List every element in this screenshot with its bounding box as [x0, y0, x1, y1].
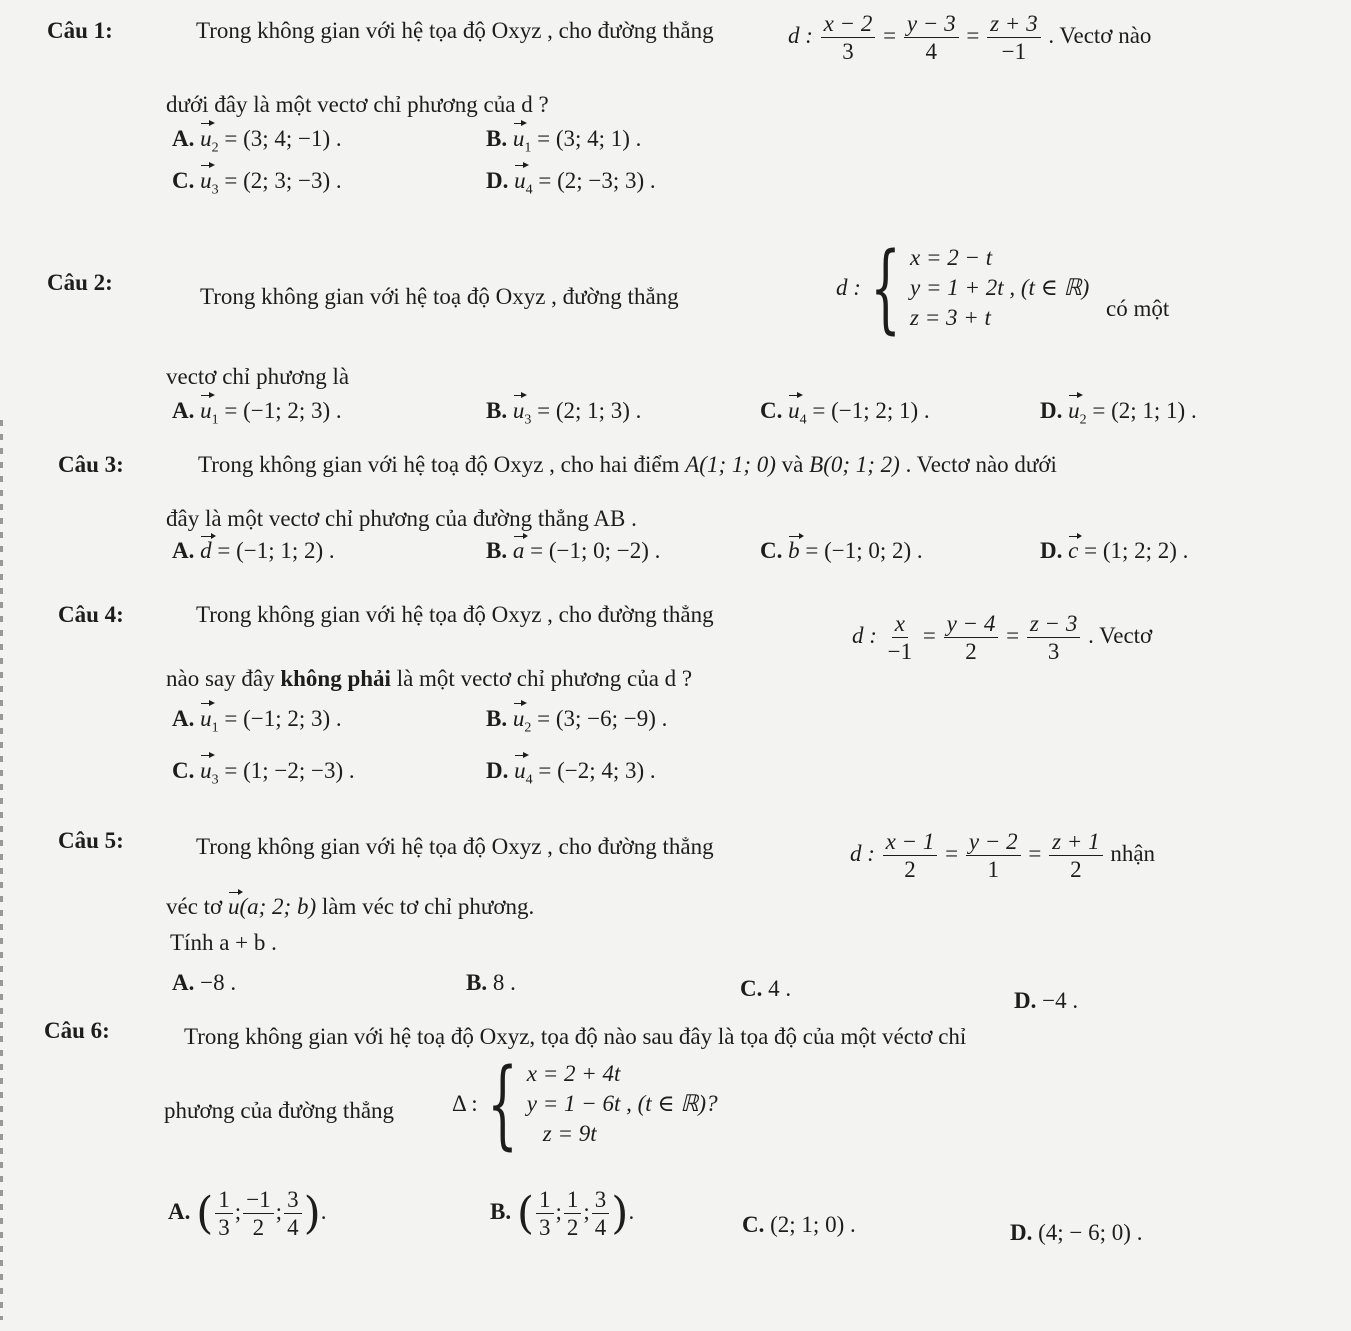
- q5-frac-x: $\frac{x - 1}{2}$: [883, 830, 938, 881]
- q4-emphasis: không phải: [280, 666, 391, 691]
- q2-row-z: z = 3 + t: [910, 304, 991, 330]
- q2-option-a[interactable]: A. $u_1 = (-1$; 2; 3) .: [172, 398, 342, 428]
- q5-tail: nhận: [1110, 840, 1156, 866]
- q5-option-c[interactable]: C. 4 .: [740, 976, 792, 1001]
- q3-and: và: [781, 452, 804, 477]
- q6-option-c[interactable]: C. (2; 1; 0) .: [742, 1212, 856, 1237]
- q6-option-d[interactable]: D. (4; − 6; 0) .: [1010, 1220, 1143, 1245]
- q3-tail: . Vectơ nào dưới: [905, 452, 1057, 477]
- q5-option-b[interactable]: B. 8 .: [466, 970, 516, 995]
- q5-option-d[interactable]: D. −4 .: [1014, 988, 1079, 1013]
- q4-option-c[interactable]: C. $u_3 = (1$; −2; −3) .: [172, 758, 355, 788]
- q4-equation: d : $\frac{x}{-1}$ = $\frac{y - 4}{2}$ = $\frac{z - 3}{3}$ . Vectơ: [852, 611, 1153, 664]
- q4-option-d[interactable]: D. $u_4 = (-2$; 4; 3) .: [486, 758, 656, 788]
- q3-line2: đây là một vectơ chỉ phương của đường thẳng AB .: [166, 506, 637, 531]
- q2-option-c[interactable]: C. $u_4 = (-1$; 2; 1) .: [760, 398, 930, 428]
- q5-vector-u: u: [227, 894, 240, 919]
- q2-tail: có một: [1106, 296, 1170, 321]
- q5-frac-y: $\frac{y - 2}{1}$: [966, 830, 1021, 881]
- q4-option-a[interactable]: A. $u_1 = (-1$; 2; 3) .: [172, 706, 342, 736]
- q1-label: Câu 1:: [47, 18, 113, 43]
- q1-frac-x: $\frac{x - 2}{3}$: [821, 12, 876, 63]
- q4-frac-y: $\frac{y - 4}{2}$: [944, 612, 999, 663]
- q1-tail: . Vectơ nào: [1048, 22, 1152, 48]
- q3-option-b[interactable]: B. a = (−1; 0; −2) .: [486, 538, 661, 563]
- q6-system: Δ : { x = 2 + 4t y = 1 − 6t , (t ∈ ℝ)? z = 9t: [452, 1048, 718, 1160]
- q1-line2: dưới đây là một vectơ chỉ phương của d ?: [166, 92, 549, 117]
- q1-lead: Trong không gian với hệ tọa độ Oxyz , cho đường thẳng: [196, 18, 714, 43]
- q2-option-b[interactable]: B. $u_3 = (2$; 1; 3) .: [486, 398, 642, 428]
- q3-lead: Trong không gian với hệ toạ độ Oxyz , cho hai điểm: [198, 452, 680, 477]
- q6-row-z: z = 9t: [542, 1120, 597, 1146]
- q5-line2: véc tơ u(a; 2; b) làm véc tơ chỉ phương.: [166, 894, 535, 919]
- q3-point-a: A(1; 1; 0): [685, 452, 776, 477]
- q1-frac-y: $\frac{y - 3}{4}$: [904, 12, 959, 63]
- q2-line2: vectơ chỉ phương là: [166, 364, 350, 389]
- q3-label: Câu 3:: [58, 452, 124, 477]
- q5-lead: Trong không gian với hệ tọa độ Oxyz , cho đường thẳng: [196, 834, 714, 859]
- q1-option-c[interactable]: C. $u_3 = (2$; 3; −3) .: [172, 168, 342, 198]
- q3-option-a[interactable]: A. d = (−1; 1; 2) .: [172, 538, 335, 563]
- q2-row-x: x = 2 − t: [910, 245, 993, 271]
- q3-point-b: B(0; 1; 2): [809, 452, 900, 477]
- q1-option-b[interactable]: B. $u_1 = (3$; 4; 1) .: [486, 126, 642, 156]
- q6-option-a[interactable]: A. ( $\frac{1}{3}$ ; $\frac{-1}{2}$ ; $\frac{3}{4}$ ).: [168, 1187, 327, 1240]
- q5-option-a[interactable]: A. −8 .: [172, 970, 237, 995]
- q5-frac-z: $\frac{z + 1}{2}$: [1049, 830, 1102, 881]
- q6-line2: phương của đường thẳng: [164, 1098, 395, 1123]
- q4-label: Câu 4:: [58, 602, 124, 627]
- q3-line1: [198, 452, 1057, 478]
- q1-frac-z: $\frac{z + 3}{-1}$: [987, 12, 1040, 63]
- q6-lead: Trong không gian với hệ toạ độ Oxyz, tọa độ nào sau đây là tọa độ của một véctơ chỉ: [184, 1024, 967, 1049]
- q6-row-x: x = 2 + 4t: [526, 1061, 621, 1087]
- q2-row-y: y = 1 + 2t , (t ∈ ℝ): [910, 275, 1090, 301]
- q1-option-a[interactable]: A. $u_2 = (3$; 4; −1) .: [172, 126, 342, 156]
- left-margin-dashes: [0, 420, 3, 1320]
- q1-option-d[interactable]: D. $u_4 = (2$; −3; 3) .: [486, 168, 656, 198]
- q1-line-name: d :: [788, 22, 813, 48]
- q6-option-b[interactable]: B. ( $\frac{1}{3}$ ; $\frac{1}{2}$ ; $\frac{3}{4}$ ).: [490, 1187, 635, 1240]
- q6-label: Câu 6:: [44, 1018, 110, 1043]
- q4-frac-z: $\frac{z - 3}{3}$: [1027, 612, 1080, 663]
- q2-option-d[interactable]: D. $u_2 = (2$; 1; 1) .: [1040, 398, 1197, 428]
- q2-lead: Trong không gian với hệ toạ độ Oxyz , đường thẳng: [200, 284, 679, 309]
- q5-equation: d : $\frac{x - 1}{2}$ = $\frac{y - 2}{1}$ = $\frac{z + 1}{2}$ nhận: [850, 829, 1156, 882]
- q4-line2: nào say đây không phải là một vectơ chỉ phương của d ?: [166, 666, 693, 691]
- q4-lead: Trong không gian với hệ tọa độ Oxyz , cho đường thẳng: [196, 602, 714, 627]
- q3-option-d[interactable]: D. c = (1; 2; 2) .: [1040, 538, 1189, 563]
- q4-tail: . Vectơ: [1088, 622, 1153, 648]
- q1-equation: d : $\frac{x - 2}{3}$ = $\frac{y - 3}{4}$ = $\frac{z + 3}{-1}$ . Vectơ nào: [788, 11, 1152, 64]
- q3-option-c[interactable]: C. b = (−1; 0; 2) .: [760, 538, 923, 563]
- q2-system: d : { x = 2 − t y = 1 + 2t , (t ∈ ℝ) z = 3 + t: [836, 232, 1090, 344]
- q4-frac-x: $\frac{x}{-1}$: [887, 611, 913, 664]
- q5-line3: Tính a + b .: [170, 930, 277, 955]
- q6-row-y: y = 1 − 6t , (t ∈ ℝ)?: [526, 1091, 718, 1117]
- q2-label: Câu 2:: [47, 270, 113, 295]
- q5-label: Câu 5:: [58, 828, 124, 853]
- q4-option-b[interactable]: B. $u_2 = (3$; −6; −9) .: [486, 706, 668, 736]
